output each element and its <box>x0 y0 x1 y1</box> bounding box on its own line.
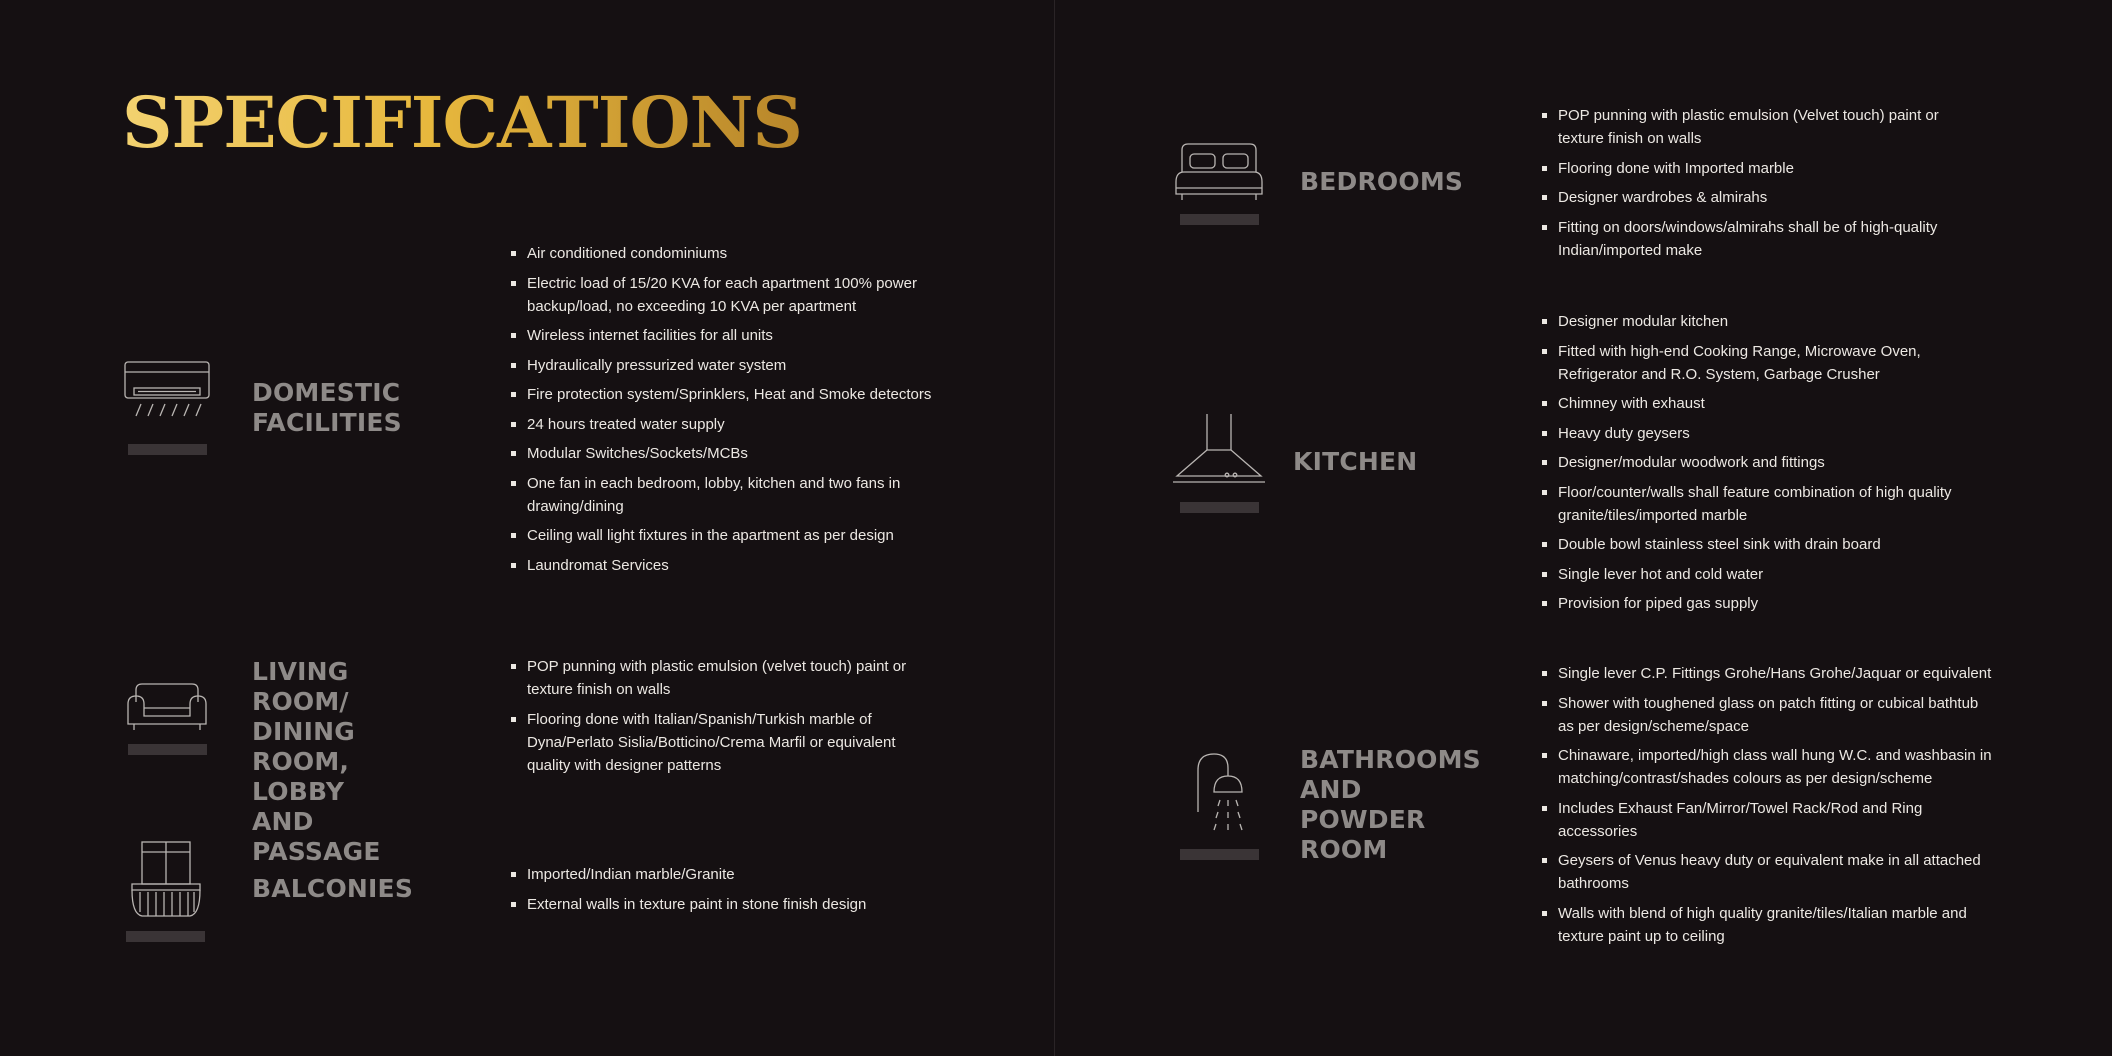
balconies-list <box>511 863 931 922</box>
list-item: Single lever C.P. Fittings Grohe/Hans Grohe/Jaquar or equivalent <box>1542 662 1992 685</box>
list-item: Shower with toughened glass on patch fitting or cubical bathtub as per design/scheme/space <box>1542 692 1992 738</box>
heading-line: DINING ROOM, <box>252 717 355 776</box>
section-heading-domestic-facilities <box>252 378 402 438</box>
list-item: Floor/counter/walls shall feature combination of high quality granite/tiles/imported marble <box>1542 481 1982 527</box>
bed-icon <box>1174 142 1264 204</box>
icon-underline-bar <box>1180 214 1259 225</box>
list-item: Designer/modular woodwork and fittings <box>1542 451 1982 474</box>
list-item: Fitted with high-end Cooking Range, Microwave Oven, Refrigerator and R.O. System, Garbage Crusher <box>1542 340 1982 386</box>
heading-line: ROOM <box>1300 835 1388 864</box>
section-heading-living-room <box>252 657 381 867</box>
list-item: Single lever hot and cold water <box>1542 563 1982 586</box>
list-item: Electric load of 15/20 KVA for each apartment 100% power backup/load, no exceeding 10 KVA per apartment <box>511 272 941 318</box>
heading-line: AND <box>1300 775 1362 804</box>
icon-underline-bar <box>128 444 207 455</box>
living-room-list <box>511 655 931 783</box>
list-item: Air conditioned condominiums <box>511 242 941 265</box>
page-title: SPECIFICATIONS <box>122 81 802 164</box>
section-heading-bathrooms <box>1300 745 1481 865</box>
list-item: Double bowl stainless steel sink with drain board <box>1542 533 1982 556</box>
list-item: 24 hours treated water supply <box>511 413 941 436</box>
list-item: Chimney with exhaust <box>1542 392 1982 415</box>
heading-line: PASSAGE <box>252 837 381 866</box>
chimney-hood-icon <box>1171 412 1267 484</box>
sofa-icon <box>124 682 210 732</box>
icon-underline-bar <box>128 744 207 755</box>
list-item: Designer modular kitchen <box>1542 310 1982 333</box>
balcony-icon <box>128 840 204 920</box>
list-item: Chinaware, imported/high class wall hung W.C. and washbasin in matching/contrast/shades colours as per design/scheme <box>1542 744 1992 790</box>
list-item: POP punning with plastic emulsion (velvet touch) paint or texture finish on walls <box>511 655 931 701</box>
list-item: Laundromat Services <box>511 554 941 577</box>
list-item: Flooring done with Italian/Spanish/Turkish marble of Dyna/Perlato Sislia/Botticino/Crema Marfil or equivalent quality with designer patterns <box>511 708 931 777</box>
domestic-facilities-list <box>511 242 941 583</box>
section-heading-balconies: BALCONIES <box>252 874 414 903</box>
list-item: Wireless internet facilities for all units <box>511 324 941 347</box>
bedrooms-list <box>1542 104 1982 268</box>
list-item: One fan in each bedroom, lobby, kitchen and two fans in drawing/dining <box>511 472 941 518</box>
icon-underline-bar <box>126 931 205 942</box>
list-item: Flooring done with Imported marble <box>1542 157 1982 180</box>
heading-line: BATHROOMS <box>1300 745 1481 774</box>
list-item: Modular Switches/Sockets/MCBs <box>511 442 941 465</box>
list-item: Geysers of Venus heavy duty or equivalent make in all attached bathrooms <box>1542 849 1992 895</box>
heading-line: FACILITIES <box>252 408 402 437</box>
list-item: Ceiling wall light fixtures in the apartment as per design <box>511 524 941 547</box>
bathrooms-list <box>1542 662 1992 954</box>
heading-line: LIVING ROOM/ <box>252 657 349 716</box>
section-heading-bedrooms: BEDROOMS <box>1300 167 1464 196</box>
list-item: Fitting on doors/windows/almirahs shall be of high-quality Indian/imported make <box>1542 216 1982 262</box>
section-heading-kitchen: KITCHEN <box>1293 447 1418 476</box>
kitchen-list <box>1542 310 1982 622</box>
list-item: Walls with blend of high quality granite/tiles/Italian marble and texture paint up to ceiling <box>1542 902 1992 948</box>
icon-underline-bar <box>1180 849 1259 860</box>
list-item: Fire protection system/Sprinklers, Heat and Smoke detectors <box>511 383 941 406</box>
right-page <box>1055 0 2112 1056</box>
heading-line: DOMESTIC <box>252 378 401 407</box>
left-page <box>0 0 1055 1056</box>
list-item: Imported/Indian marble/Granite <box>511 863 931 886</box>
list-item: Hydraulically pressurized water system <box>511 354 941 377</box>
list-item: Includes Exhaust Fan/Mirror/Towel Rack/Rod and Ring accessories <box>1542 797 1992 843</box>
list-item: External walls in texture paint in stone finish design <box>511 893 931 916</box>
heading-line: LOBBY AND <box>252 777 345 836</box>
air-conditioner-icon <box>124 360 210 432</box>
list-item: Provision for piped gas supply <box>1542 592 1982 615</box>
list-item: POP punning with plastic emulsion (Velvet touch) paint or texture finish on walls <box>1542 104 1982 150</box>
icon-underline-bar <box>1180 502 1259 513</box>
heading-line: POWDER <box>1300 805 1426 834</box>
list-item: Designer wardrobes & almirahs <box>1542 186 1982 209</box>
list-item: Heavy duty geysers <box>1542 422 1982 445</box>
shower-icon <box>1192 752 1250 840</box>
